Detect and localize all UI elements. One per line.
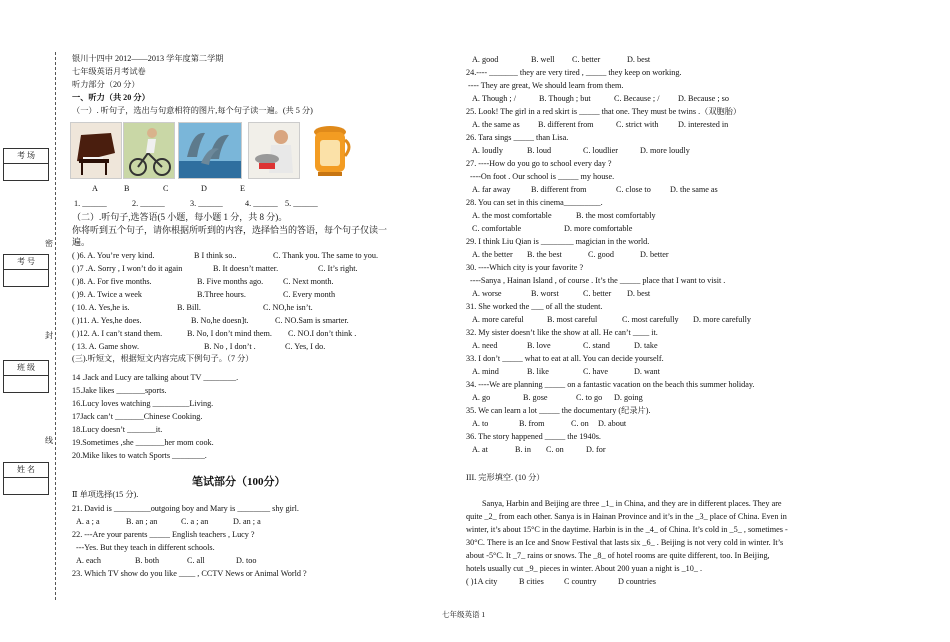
option-text: C. stand bbox=[583, 341, 610, 350]
option-text: A. more careful bbox=[472, 315, 524, 324]
question-line: ----Sanya , Hainan Island , of course . It’s the _____ place that I want to visit . bbox=[470, 276, 726, 285]
exam-room-box bbox=[3, 148, 49, 181]
item-6-b: B I think so.. bbox=[194, 251, 237, 260]
option-text: C. Because ; / bbox=[614, 94, 660, 103]
option-text: D. the same as bbox=[670, 185, 718, 194]
option-text: A. the better bbox=[472, 250, 513, 259]
option-text: A. mind bbox=[472, 367, 499, 376]
exam-number-box bbox=[3, 254, 49, 287]
fill-19: 19.Sometimes ,she _______her mom cook. bbox=[72, 438, 214, 447]
piano-picture bbox=[70, 122, 122, 179]
option-text: B. the best bbox=[527, 250, 562, 259]
exam-room-field[interactable] bbox=[4, 164, 48, 180]
option-text: A. far away bbox=[472, 185, 511, 194]
question-line: 33. I don’t _____ what to eat at all. You can decide yourself. bbox=[466, 354, 664, 363]
cyclist-picture bbox=[123, 122, 175, 179]
seal-char-xian: 线 bbox=[45, 436, 53, 445]
name-field[interactable] bbox=[4, 478, 48, 494]
item-9-b: B.Three hours. bbox=[197, 290, 246, 299]
option-text: C. strict with bbox=[616, 120, 659, 129]
option-text: A. loudly bbox=[472, 146, 503, 155]
item-9-a: ( )9. A. Twice a week bbox=[72, 290, 142, 299]
q22-opt-c: C. all bbox=[187, 556, 205, 565]
option-text: B. different from bbox=[531, 185, 587, 194]
option-text: D. more carefully bbox=[693, 315, 751, 324]
item-6-a: ( )6. A. You’re very kind. bbox=[72, 251, 155, 260]
question-line: 32. My sister doesn’t like the show at all. He can’t ____ it. bbox=[466, 328, 658, 337]
option-text: B. like bbox=[527, 367, 549, 376]
q23-opt-a: A. good bbox=[472, 55, 499, 64]
cloze-line-1: Sanya, Harbin and Beijing are three _1_ in China, and they are in different places. They are bbox=[482, 499, 782, 508]
question-line: ----On foot . Our school is _____ my house. bbox=[470, 172, 615, 181]
question-line: 35. We can learn a lot _____ the documentary (纪录片). bbox=[466, 406, 651, 415]
item-12-c: C. NO.I don’t think . bbox=[288, 329, 357, 338]
name-box bbox=[3, 462, 49, 495]
option-text: B. the most comfortably bbox=[576, 211, 656, 220]
option-text: C. comfortable bbox=[472, 224, 522, 233]
item-8-a: ( )8. A. For five months. bbox=[72, 277, 152, 286]
item-11-c: C. NO.Sam is smarter. bbox=[275, 316, 349, 325]
item-7-a: ( )7 .A. Sorry , I won’t do it again bbox=[72, 264, 183, 273]
pic-letter-b: B bbox=[124, 184, 130, 193]
cloze-q1-opt-b: B cities bbox=[519, 577, 544, 586]
question-line: 25. Look! The girl in a red skirt is _____ that one. They must be twins .（双胞胎） bbox=[466, 107, 742, 116]
cloze-q1-opt-d: D countries bbox=[618, 577, 656, 586]
question-line: ---- They are great, We should learn from them. bbox=[468, 81, 624, 90]
option-text: B. different from bbox=[538, 120, 594, 129]
exam-number-field[interactable] bbox=[4, 270, 48, 286]
item-10-c: C. NO,he isn’t. bbox=[263, 303, 313, 312]
item-10-b: B. Bill. bbox=[177, 303, 201, 312]
option-text: D. take bbox=[634, 341, 658, 350]
option-text: B. worst bbox=[531, 289, 559, 298]
sub1-instruction: （一）. 听句子，选出与句意相符的图片,每个句子读一遍。(共 5 分) bbox=[72, 106, 313, 115]
option-text: C. on bbox=[571, 419, 589, 428]
cloze-title: III. 完形填空. (10 分） bbox=[466, 473, 545, 482]
class-box bbox=[3, 360, 49, 393]
option-text: D. for bbox=[586, 445, 606, 454]
question-line: 26. Tara sings _____ than Lisa. bbox=[466, 133, 569, 142]
cloze-line-4: 30°C. There is an Ice and Snow Festival that lasts six _6_ . Beijing is not very cold in winter. It’s bbox=[466, 538, 784, 547]
question-line: 27. ----How do you go to school every day ? bbox=[466, 159, 612, 168]
q23-opt-b: B. well bbox=[531, 55, 555, 64]
option-text: A. Though ; / bbox=[472, 94, 516, 103]
written-title: 笔试部分（100分） bbox=[192, 476, 286, 488]
option-text: B. gose bbox=[523, 393, 548, 402]
q21-opt-b: B. an ; an bbox=[126, 517, 158, 526]
item-8-b: B. Five months ago. bbox=[197, 277, 264, 286]
part3-title: (三).听短文，根据短文内容完成下例句子。（7 分） bbox=[72, 354, 254, 363]
answer-blank-1[interactable]: 1. ______ bbox=[74, 199, 107, 208]
part2-title: （二）.听句子,选答语(5 小题，每小题 1 分，共 8 分)。 bbox=[72, 212, 288, 222]
cooking-picture bbox=[248, 122, 300, 179]
seal-char-feng: 封 bbox=[45, 331, 53, 340]
question-line: 34. ----We are planning _____ on a fantastic vacation on the beach this summer holiday. bbox=[466, 380, 755, 389]
q22-opt-a: A. each bbox=[76, 556, 102, 565]
option-text: C. to go bbox=[576, 393, 603, 402]
fill-18: 18.Lucy doesn’t _______it. bbox=[72, 425, 163, 434]
option-text: C. close to bbox=[616, 185, 651, 194]
q21-opt-d: D. an ; a bbox=[233, 517, 261, 526]
q22-reply: ---Yes. But they teach in different schools. bbox=[76, 543, 215, 552]
answer-blank-3[interactable]: 3. ______ bbox=[190, 199, 223, 208]
dolphins-picture bbox=[178, 122, 242, 179]
option-text: A. at bbox=[472, 445, 488, 454]
name-label: 姓 名 bbox=[4, 463, 48, 478]
fill-20: 20.Mike likes to watch Sports ________. bbox=[72, 451, 207, 460]
option-text: D. more comfortable bbox=[564, 224, 633, 233]
option-text: D. want bbox=[634, 367, 660, 376]
cloze-line-5: about -5°C. It _7_ rains or snows. The _8_ of hotel rooms are quite different, too. In Beijing, bbox=[466, 551, 770, 560]
option-text: C. have bbox=[583, 367, 609, 376]
option-text: C. on bbox=[546, 445, 564, 454]
option-text: D. more loudly bbox=[640, 146, 690, 155]
option-text: A. the same as bbox=[472, 120, 520, 129]
q23-opt-d: D. best bbox=[627, 55, 651, 64]
option-text: A. the most comfortable bbox=[472, 211, 552, 220]
item-10-a: ( 10. A. Yes,he is. bbox=[72, 303, 130, 312]
q22-opt-b: B. both bbox=[135, 556, 160, 565]
seal-line bbox=[55, 52, 56, 600]
item-6-c: C. Thank you. The same to you. bbox=[273, 251, 378, 260]
option-text: D. best bbox=[627, 289, 651, 298]
option-text: B. most careful bbox=[547, 315, 598, 324]
item-8-c: C. Next month. bbox=[283, 277, 334, 286]
question-line: 30. ----Which city is your favorite ? bbox=[466, 263, 584, 272]
answer-blank-4[interactable]: 4. ______ bbox=[245, 199, 278, 208]
question-line: 31. She worked the ___ of all the student. bbox=[466, 302, 603, 311]
question-line: 24.---- _______ they are very tired , _____ they keep on working. bbox=[466, 68, 682, 77]
answer-blank-2[interactable]: 2. ______ bbox=[132, 199, 165, 208]
option-text: C. most carefully bbox=[622, 315, 679, 324]
part2-instruction-cont: 遍。 bbox=[72, 237, 91, 247]
cloze-q1: ( )1A city bbox=[466, 577, 498, 586]
cloze-line-2: quite _2_ from each other. Sanya is in Hainan Province and it’s in the _3_ place of China. Even in bbox=[466, 512, 787, 521]
exam-room-label: 考 场 bbox=[4, 149, 48, 164]
page-footer: 七年级英语 1 bbox=[442, 610, 486, 619]
part2-instruction: 你将听到五个句子，请你根据所听到的内容，选择恰当的答语，每个句子仅读一 bbox=[72, 225, 388, 235]
class-label: 班 级 bbox=[4, 361, 48, 376]
exam-number-label: 考 号 bbox=[4, 255, 48, 270]
option-text: B. from bbox=[519, 419, 545, 428]
option-text: B. love bbox=[527, 341, 551, 350]
cloze-q1-opt-c: C country bbox=[564, 577, 597, 586]
option-text: A. to bbox=[472, 419, 489, 428]
pic-letter-a: A bbox=[92, 184, 98, 193]
class-field[interactable] bbox=[4, 376, 48, 392]
q21: 21. David is _________outgoing boy and Mary is ________ shy girl. bbox=[72, 504, 299, 513]
section-listening: 一、听力（共 20 分） bbox=[72, 93, 150, 102]
option-text: A. worse bbox=[472, 289, 502, 298]
q22-opt-d: D. too bbox=[236, 556, 257, 565]
soymilk-maker-picture bbox=[306, 122, 354, 177]
mc-section-title: Ⅱ 单项选择(15 分). bbox=[72, 490, 139, 499]
cloze-line-6: hotels usually cut _9_ pieces in winter. About 200 yuan a night is _10_ . bbox=[466, 564, 703, 573]
item-13-c: C. Yes, I do. bbox=[285, 342, 326, 351]
cloze-line-3: winter, it’s about 15°C in the daytime. Harbin is in the _4_ of China. It’s cold in _5_ , sometimes - bbox=[466, 525, 788, 534]
fill-16: 16.Lucy loves watching _________Living. bbox=[72, 399, 214, 408]
pic-letter-d: D bbox=[201, 184, 207, 193]
item-12-b: B. No, I don’t mind them. bbox=[187, 329, 272, 338]
q21-opt-a: A. a ; a bbox=[76, 517, 100, 526]
fill-17: 17Jack can’t _______Chinese Cooking. bbox=[72, 412, 203, 421]
q23: 23. Which TV show do you like ____ , CCTV News or Animal World ? bbox=[72, 569, 307, 578]
option-text: C. loudlier bbox=[583, 146, 619, 155]
fill-14: 14 .Jack and Lucy are talking about TV ________. bbox=[72, 373, 239, 382]
school-title: 银川十四中 2012——2013 学年度第二学期 bbox=[72, 54, 224, 63]
option-text: D. about bbox=[598, 419, 627, 428]
item-11-b: B. No,he doesn]t. bbox=[191, 316, 249, 325]
q23-opt-c: C. better bbox=[572, 55, 601, 64]
listening-part: 听力部分（20 分） bbox=[72, 80, 140, 89]
option-text: B. in bbox=[515, 445, 531, 454]
fill-15: 15.Jake likes _______sports. bbox=[72, 386, 167, 395]
option-text: D. interested in bbox=[678, 120, 729, 129]
item-13-a: ( 13. A. Game show. bbox=[72, 342, 140, 351]
answer-blank-5[interactable]: 5. ______ bbox=[285, 199, 318, 208]
option-text: C. better bbox=[583, 289, 612, 298]
option-text: A. need bbox=[472, 341, 498, 350]
seal-char-mi: 密 bbox=[45, 239, 53, 248]
item-11-a: ( )11. A. Yes,he does. bbox=[72, 316, 142, 325]
pic-letter-c: C bbox=[163, 184, 169, 193]
option-text: D. better bbox=[640, 250, 669, 259]
q21-opt-c: C. a ; an bbox=[181, 517, 209, 526]
option-text: C. good bbox=[588, 250, 614, 259]
pic-letter-e: E bbox=[240, 184, 246, 193]
item-9-c: C. Every month bbox=[283, 290, 336, 299]
option-text: D. Because ; so bbox=[678, 94, 729, 103]
option-text: A. go bbox=[472, 393, 491, 402]
option-text: B. loud bbox=[527, 146, 552, 155]
item-7-c: C. It’s right. bbox=[318, 264, 358, 273]
option-text: B. Though ; but bbox=[539, 94, 591, 103]
exam-title: 七年级英语月考试卷 bbox=[72, 67, 146, 76]
item-7-b: B. It doesn’t matter. bbox=[213, 264, 279, 273]
question-line: 28. You can set in this cinema_________. bbox=[466, 198, 603, 207]
item-12-a: ( )12. A. I can’t stand them. bbox=[72, 329, 163, 338]
q22: 22. ---Are your parents _____ English teachers , Lucy ? bbox=[72, 530, 255, 539]
question-line: 29. I think Liu Qian is ________ magician in the world. bbox=[466, 237, 650, 246]
question-line: 36. The story happened _____ the 1940s. bbox=[466, 432, 601, 441]
option-text: D. going bbox=[614, 393, 643, 402]
item-13-b: B. No , I don’t . bbox=[204, 342, 256, 351]
